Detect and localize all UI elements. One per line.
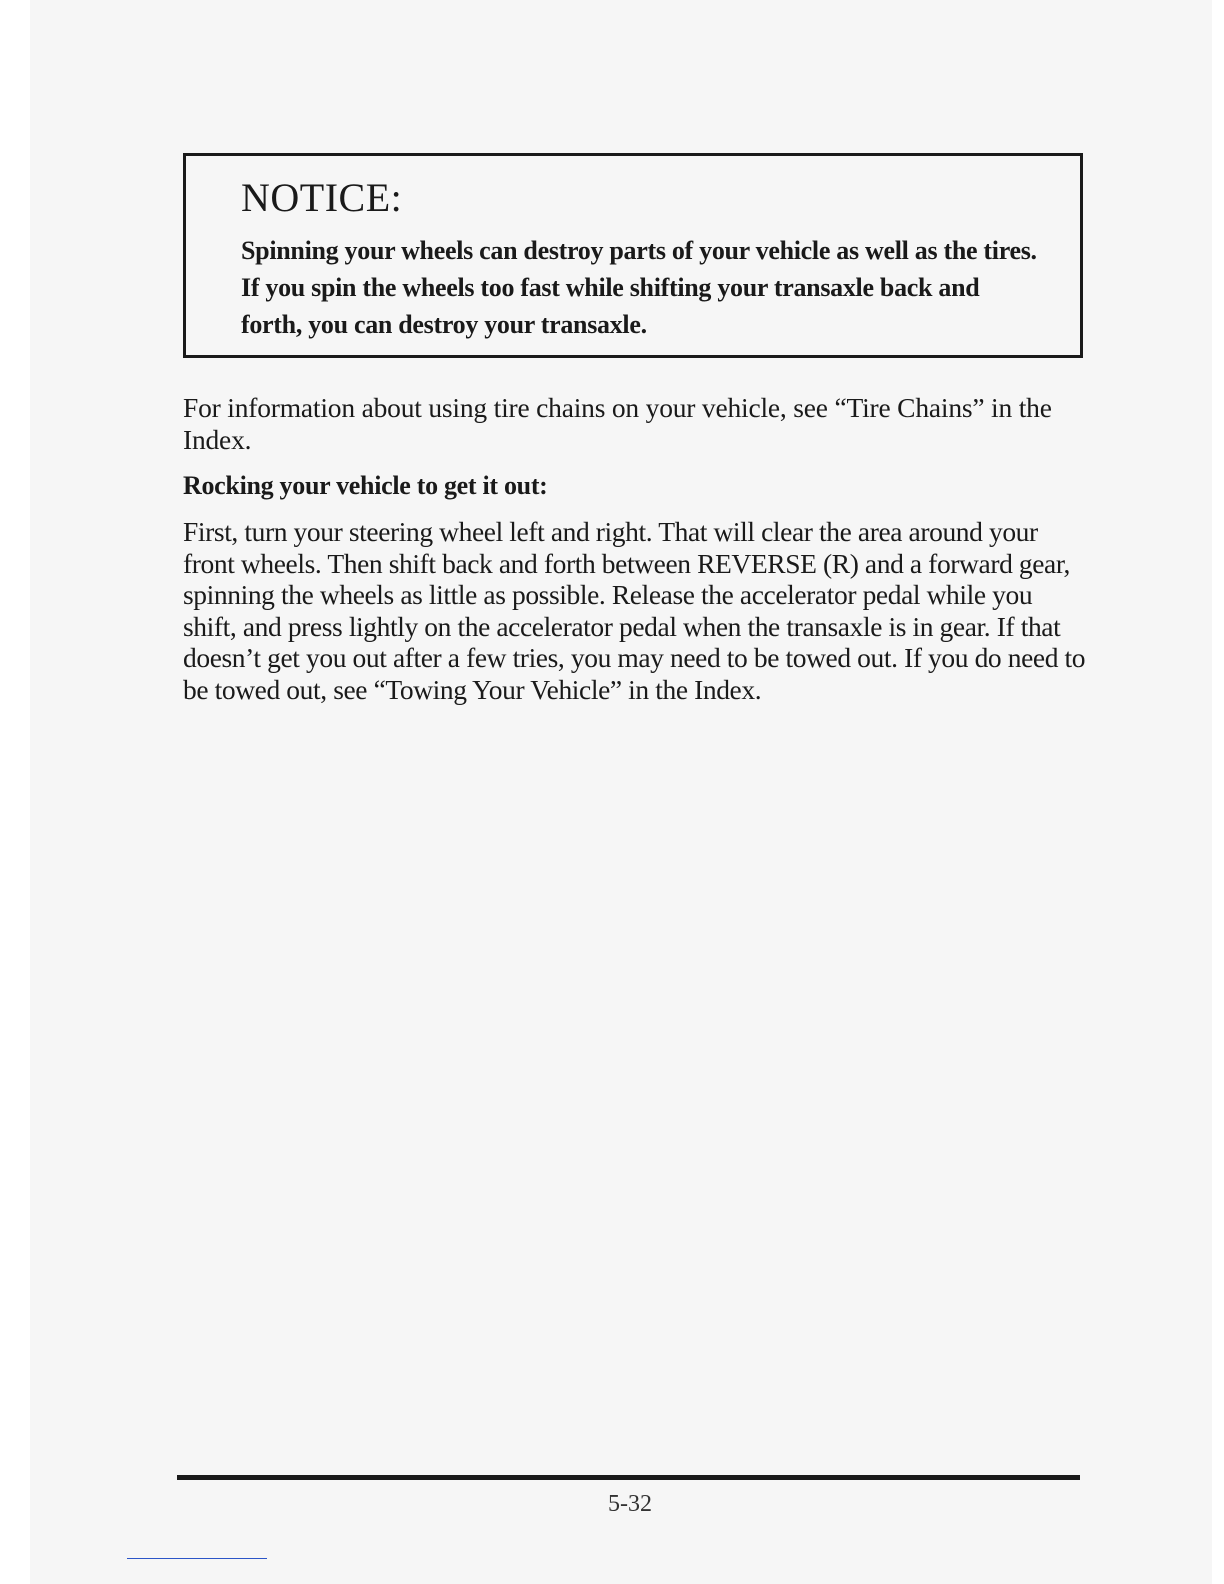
corner-line [127,1558,267,1559]
notice-title: NOTICE: [241,175,403,220]
notice-body: Spinning your wheels can destroy parts of your vehicle as well as the tires. If you spin the wheels too fast while shifting your transaxle back and forth, you can destroy your transaxle. [241,236,1037,339]
footer-rule [177,1475,1080,1480]
tire-chains-paragraph: For information about using tire chains on your vehicle, see “Tire Chains” in the Index. [183,392,1052,455]
page-number: 5-32 [608,1491,652,1517]
rocking-vehicle-paragraph: First, turn your steering wheel left and right. That will clear the area around your front wheels. Then shift back and forth between REVERSE (R) and a forward gear, spinning the wheels as little as possible. Release the accelerator pedal while you shift, and press lightly on the accelerator pedal when the transaxle is in gear. If that doesn’t get you out after a few tries, you may need to be towed out. If you do need to be towed out, see “Towing Your Vehicle” in the Index. [183,516,1086,705]
notice-box [183,153,1083,358]
rocking-vehicle-heading: Rocking your vehicle to get it out: [183,471,548,500]
